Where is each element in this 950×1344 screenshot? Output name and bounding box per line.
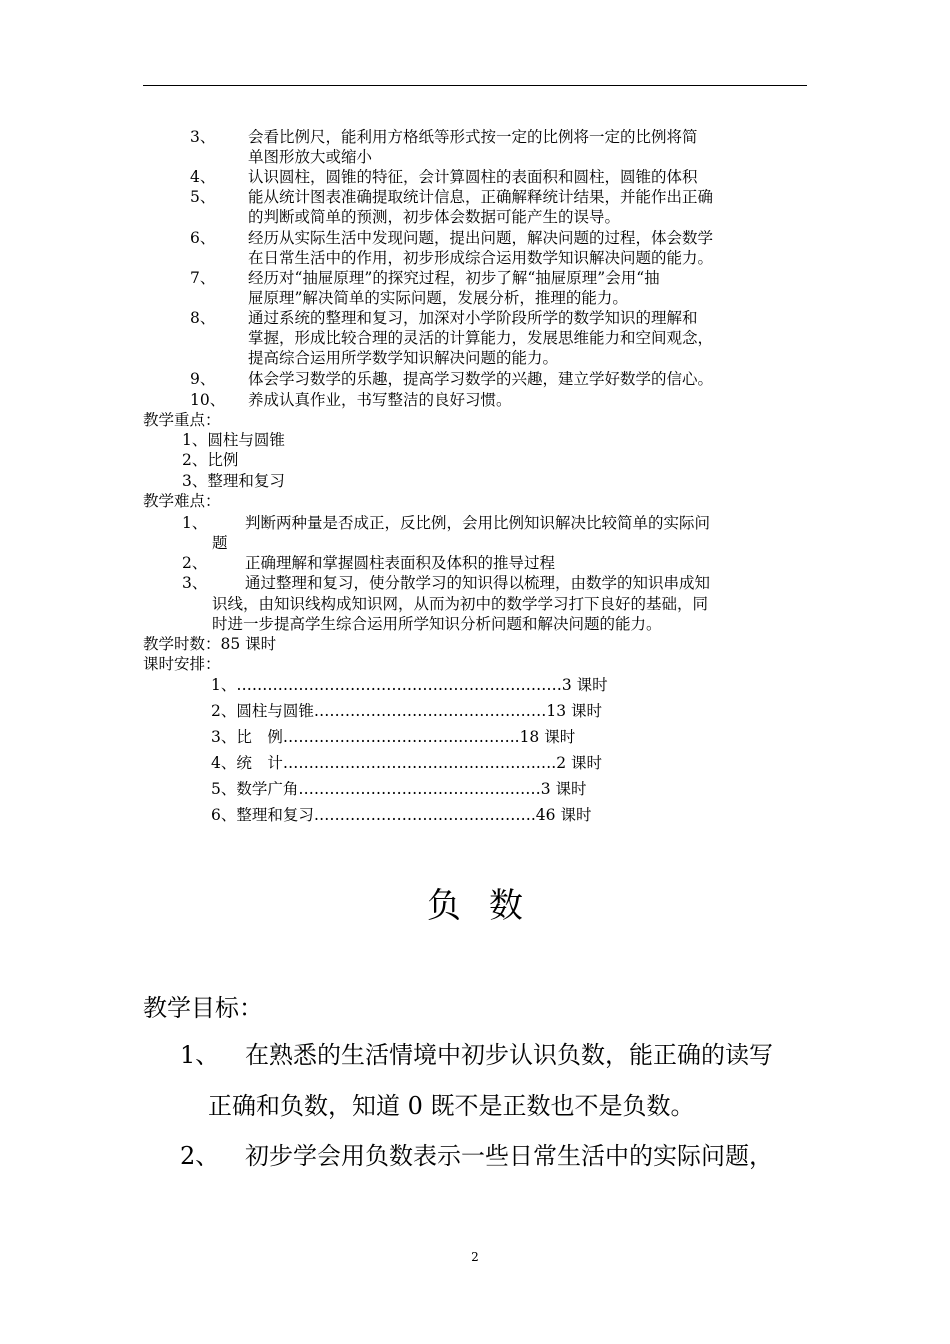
objective-number: 9、 [190,370,216,388]
teaching-hours: 教学时数：85 课时 [143,635,277,653]
page-number: 2 [471,1250,479,1264]
objective-text: 通过系统的整理和复习，加深对小学阶段所学的数学知识的理解和 [248,309,698,327]
objective-text: 养成认真作业，书写整洁的良好习惯。 [248,391,512,409]
section-objective-text: 在熟悉的生活情境中初步认识负数，能正确的读写 [245,1041,773,1069]
objective-text: 屉原理”解决简单的实际问题，发展分析，推理的能力。 [248,289,628,307]
key-points-heading: 教学重点： [143,411,221,429]
objective-number: 8、 [190,309,216,327]
header-rule [143,85,807,86]
key-point-item: 1、圆柱与圆锥 [182,431,285,449]
schedule-item: 2、圆柱与圆锥………………………………………13 课时 [211,702,603,720]
difficulties-heading: 教学难点： [143,492,221,510]
section-objective-text: 初步学会用负数表示一些日常生活中的实际问题， [245,1142,773,1170]
difficulty-text: 正确理解和掌握圆柱表面积及体积的推导过程 [245,554,556,572]
objective-number: 5、 [190,188,216,206]
schedule-item: 4、统 计………………………………………….….2 课时 [211,754,603,772]
difficulty-text: 通过整理和复习，使分散学习的知识得以梳理，由数学的知识串成知 [245,574,711,592]
difficulty-number: 2、 [182,554,208,572]
objective-text: 经历从实际生活中发现问题，提出问题，解决问题的过程，体会数学 [248,229,714,247]
objective-text: 的判断或简单的预测，初步体会数据可能产生的误导。 [248,208,621,226]
schedule-heading: 课时安排： [143,655,221,673]
objective-text: 经历对“抽屉原理”的探究过程，初步了解“抽屉原理”会用“抽 [248,269,660,287]
schedule-item: 3、比 例……………………………..………..18 课时 [211,728,576,746]
difficulty-text: 识线，由知识线构成知识网，从而为初中的数学学习打下良好的基础，同 [212,595,709,613]
objective-text: 在日常生活中的作用，初步形成综合运用数学知识解决问题的能力。 [248,249,714,267]
objective-text: 提高综合运用所学数学知识解决问题的能力。 [248,349,559,367]
objective-text: 认识圆柱，圆锥的特征，会计算圆柱的表面积和圆柱，圆锥的体积 [248,168,698,186]
difficulty-number: 1、 [182,514,208,532]
objective-text: 单图形放大或缩小 [248,148,373,166]
difficulty-number: 3、 [182,574,208,592]
objective-text: 能从统计图表准确提取统计信息，正确解释统计结果，并能作出正确 [248,188,714,206]
section-objectives-heading: 教学目标： [143,994,263,1022]
difficulty-text: 时进一步提高学生综合运用所学知识分析问题和解决问题的能力。 [212,615,662,633]
objective-number: 3、 [190,128,216,146]
schedule-item: 1、………………………………………………………3 课时 [211,676,608,694]
objective-text: 掌握，形成比较合理的灵活的计算能力，发展思维能力和空间观念， [248,329,714,347]
schedule-item: 6、整理和复习…………………………………….46 课时 [211,806,592,824]
objective-text: 会看比例尺，能利用方格纸等形式按一定的比例将一定的比例将简 [248,128,698,146]
objective-number: 4、 [190,168,216,186]
section-objective-number: 2、 [180,1142,220,1170]
objective-number: 10、 [190,391,226,409]
section-title: 负数 [427,886,551,926]
difficulty-text: 判断两种量是否成正，反比例，会用比例知识解决比较简单的实际问 [245,514,711,532]
objective-number: 7、 [190,269,216,287]
key-point-item: 2、比例 [182,451,239,469]
objective-text: 体会学习数学的乐趣，提高学习数学的兴趣，建立学好数学的信心。 [248,370,714,388]
section-objective-text: 正确和负数，知道 0 既不是正数也不是负数。 [208,1092,695,1120]
objective-number: 6、 [190,229,216,247]
section-objective-number: 1、 [180,1041,220,1069]
key-point-item: 3、整理和复习 [182,472,285,490]
difficulty-text: 题 [212,534,228,552]
schedule-item: 5、数学广角…………………………………..……3 课时 [211,780,587,798]
